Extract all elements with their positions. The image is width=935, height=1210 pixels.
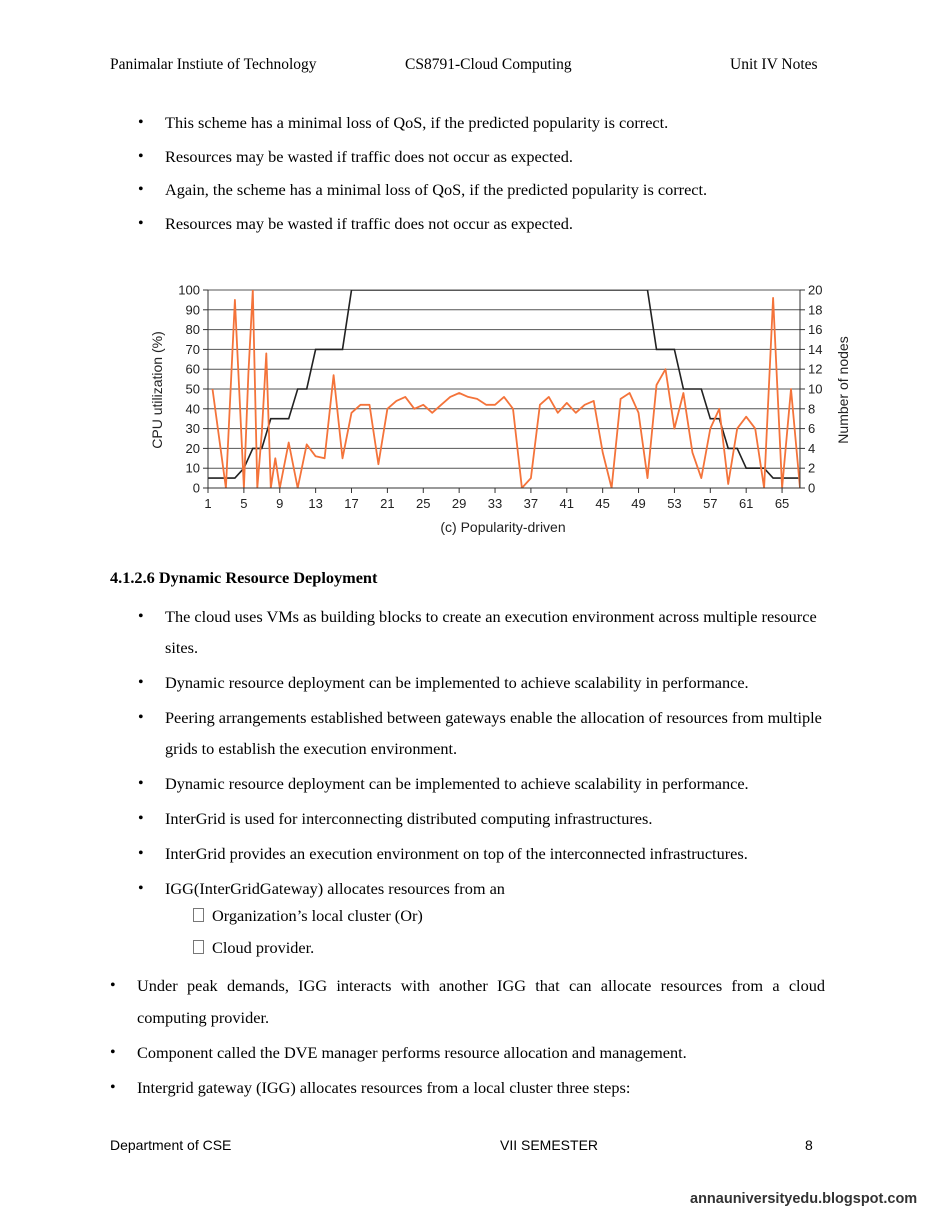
- sub-list: [193, 906, 423, 970]
- header-course: CS8791-Cloud Computing: [405, 56, 572, 73]
- bottom-bullet-list: [137, 970, 825, 1107]
- chart-y2label: Number of nodes: [835, 336, 851, 444]
- x-tick-label: 5: [240, 496, 248, 511]
- sub-list-item: Organization’s local cluster (Or): [193, 906, 423, 926]
- y2-tick-label: 16: [808, 322, 823, 338]
- list-item: • InterGrid is used for interconnecting distributed computing infrastructures.: [165, 803, 830, 834]
- list-item: • The cloud uses VMs as building blocks to create an execution environment across multiple resource sites.: [165, 601, 830, 663]
- list-item: • IGG(InterGridGateway) allocates resources from an: [165, 873, 830, 904]
- y-tick-label: 70: [185, 341, 200, 357]
- series-line-nodes: [208, 290, 800, 478]
- x-tick-label: 49: [631, 496, 646, 511]
- y-tick-label: 60: [185, 361, 200, 377]
- x-tick-label: 45: [595, 496, 610, 511]
- list-item: • Again, the scheme has a minimal loss of QoS, if the predicted popularity is correct.: [165, 180, 845, 200]
- footer-semester: VII SEMESTER: [500, 1137, 599, 1153]
- popularity-chart: [140, 278, 851, 548]
- x-tick-label: 21: [380, 496, 395, 511]
- list-item: • Resources may be wasted if traffic does not occur as expected.: [165, 147, 845, 167]
- y-tick-label: 50: [185, 381, 200, 397]
- list-item: • Dynamic resource deployment can be implemented to achieve scalability in performance.: [165, 667, 830, 698]
- y2-tick-label: 4: [808, 440, 816, 456]
- list-item: • Intergrid gateway (IGG) allocates resources from a local cluster three steps:: [137, 1072, 825, 1104]
- footer-page-number: 8: [805, 1137, 813, 1153]
- footer-department: Department of CSE: [110, 1137, 232, 1153]
- y-tick-label: 90: [185, 302, 200, 318]
- y-tick-label: 20: [185, 440, 200, 456]
- section-heading: 4.1.2.6 Dynamic Resource Deployment: [110, 568, 378, 587]
- y-tick-label: 100: [178, 282, 200, 298]
- list-item: • Component called the DVE manager performs resource allocation and management.: [137, 1037, 825, 1069]
- y2-tick-label: 2: [808, 460, 816, 476]
- list-item: • This scheme has a minimal loss of QoS, if the predicted popularity is correct.: [165, 113, 845, 133]
- x-tick-label: 25: [416, 496, 431, 511]
- y2-tick-label: 14: [808, 341, 823, 357]
- top-bullet-list: [165, 113, 845, 247]
- checkbox-glyph-icon: [193, 940, 204, 954]
- y2-tick-label: 10: [808, 381, 823, 397]
- x-tick-label: 1: [204, 496, 212, 511]
- x-tick-label: 17: [344, 496, 359, 511]
- x-tick-label: 29: [451, 496, 467, 511]
- list-item: • InterGrid provides an execution environment on top of the interconnected infrastructures.: [165, 838, 830, 869]
- y-tick-label: 40: [185, 401, 200, 417]
- y2-tick-label: 20: [808, 282, 823, 298]
- y-tick-label: 30: [185, 421, 200, 437]
- watermark-url: annauniversityedu.blogspot.com: [690, 1191, 918, 1207]
- list-item: • Peering arrangements established between gateways enable the allocation of resources from multiple grids to establish the execution environment.: [165, 702, 830, 764]
- x-tick-label: 13: [308, 496, 323, 511]
- list-item: • Dynamic resource deployment can be implemented to achieve scalability in performance.: [165, 768, 830, 799]
- y2-tick-label: 18: [808, 302, 823, 318]
- header-institute: Panimalar Instiute of Technology: [110, 56, 317, 73]
- mid-bullet-list: [165, 601, 830, 908]
- y2-tick-label: 6: [808, 421, 816, 437]
- x-tick-label: 9: [276, 496, 284, 511]
- x-tick-label: 41: [559, 496, 575, 511]
- x-tick-label: 53: [667, 496, 682, 511]
- x-tick-label: 37: [523, 496, 539, 511]
- y2-tick-label: 12: [808, 361, 823, 377]
- x-tick-label: 57: [703, 496, 718, 511]
- y-tick-label: 0: [192, 480, 200, 496]
- x-tick-label: 65: [774, 496, 790, 511]
- y-tick-label: 80: [185, 322, 200, 338]
- y-tick-label: 10: [185, 460, 200, 476]
- x-tick-label: 33: [487, 496, 503, 511]
- sub-list-item: Cloud provider.: [193, 938, 423, 958]
- y2-tick-label: 8: [808, 401, 816, 417]
- chart-title: (c) Popularity-driven: [440, 519, 566, 535]
- list-item: • Under peak demands, IGG interacts with another IGG that can allocate resources from a cloud computing provider.: [137, 970, 825, 1033]
- list-item: • Resources may be wasted if traffic does not occur as expected.: [165, 214, 845, 234]
- checkbox-glyph-icon: [193, 908, 204, 922]
- x-tick-label: 61: [738, 496, 754, 511]
- chart-ylabel: CPU utilization (%): [149, 331, 165, 449]
- header-unit: Unit IV Notes: [730, 56, 818, 73]
- y2-tick-label: 0: [808, 480, 816, 496]
